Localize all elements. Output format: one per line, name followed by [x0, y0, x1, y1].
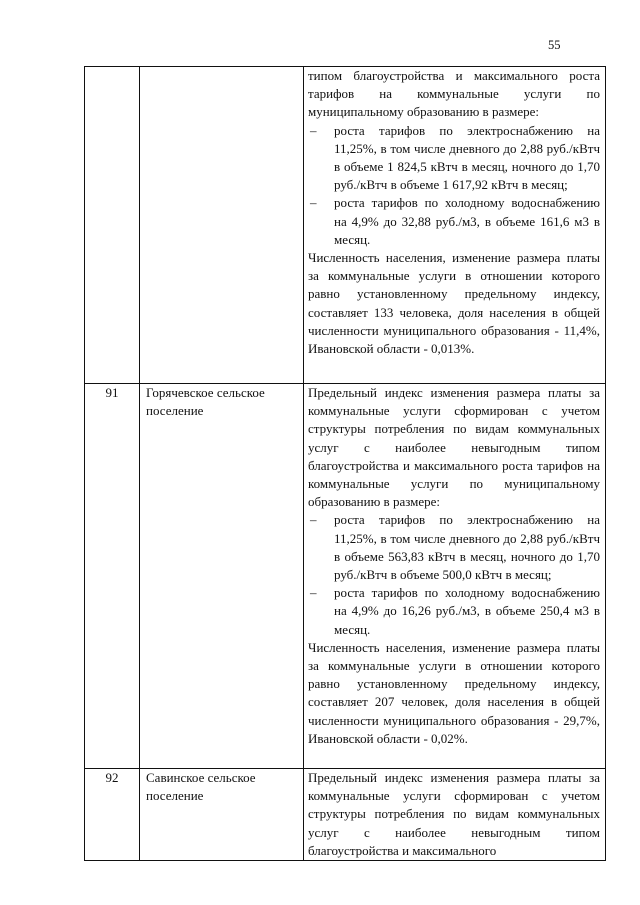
- dash-bullet: –: [310, 195, 317, 211]
- dash-bullet: –: [310, 585, 317, 601]
- table-row: [85, 384, 606, 769]
- tariff-list-item: [308, 122, 600, 195]
- row-number-cell: 91: [85, 384, 140, 769]
- description-cell: [304, 67, 606, 384]
- row-number-cell: [85, 67, 140, 384]
- page-number: 55: [548, 38, 561, 52]
- tariff-item-text: роста тарифов по электроснабжению на 11,25%, в том числе дневного до 2,88 руб./кВтч в объеме 563,83 кВтч в месяц, ночного до 1,70 руб./кВтч в объеме 500,0 кВтч в месяц;: [334, 512, 600, 583]
- dash-bullet: –: [310, 122, 317, 138]
- municipality-name-cell: Савинское сельское поселение: [140, 769, 304, 861]
- dash-bullet: –: [310, 512, 317, 528]
- tariff-item-text: роста тарифов по холодному водоснабжению на 4,9% до 32,88 руб./м3, в объеме 161,6 м3 в месяц.: [334, 195, 600, 247]
- municipal-index-table: [84, 66, 606, 861]
- population-text: Численность населения, изменение размера платы за коммунальные услуги в отношении которого равно установленному предельному индексу, составляет 133 человека, доля населения в общей численности муниципального образования - 11,4%, Ивановской области - 0,013%.: [308, 250, 600, 357]
- table-row: [85, 67, 606, 384]
- description-intro: типом благоустройства и максимального роста тарифов на коммунальные услуги по муниципальному образованию в размере:: [308, 68, 600, 120]
- description-intro: Предельный индекс изменения размера платы за коммунальные услуги сформирован с учетом структуры потребления по видам коммунальных услуг с наиболее невыгодным типом благоустройства и максимального: [308, 770, 600, 858]
- row-number-cell: 92: [85, 769, 140, 861]
- municipality-name-cell: [140, 67, 304, 384]
- description-intro: Предельный индекс изменения размера платы за коммунальные услуги сформирован с учетом структуры потребления по видам коммунальных услуг с наиболее невыгодным типом благоустройства и максимального роста тарифов на коммунальные услуги по муниципальному образованию в размере:: [308, 385, 600, 510]
- description-cell: [304, 769, 606, 861]
- tariff-item-text: роста тарифов по холодному водоснабжению на 4,9% до 16,26 руб./м3, в объеме 250,4 м3 в месяц.: [334, 585, 600, 637]
- tariff-list-item: [308, 511, 600, 584]
- description-cell: [304, 384, 606, 769]
- population-text: Численность населения, изменение размера платы за коммунальные услуги в отношении которого равно установленному предельному индексу, составляет 207 человек, доля населения в общей численности муниципального образования - 29,7%, Ивановской области - 0,02%.: [308, 639, 600, 746]
- table-row: [85, 769, 606, 861]
- municipality-name-cell: Горячевское сельское поселение: [140, 384, 304, 769]
- tariff-list-item: [308, 584, 600, 639]
- tariff-list-item: [308, 194, 600, 249]
- tariff-item-text: роста тарифов по электроснабжению на 11,25%, в том числе дневного до 2,88 руб./кВтч в объеме 1 824,5 кВтч в месяц, ночного до 1,70 руб./кВтч в объеме 1 617,92 кВтч в месяц;: [334, 122, 600, 193]
